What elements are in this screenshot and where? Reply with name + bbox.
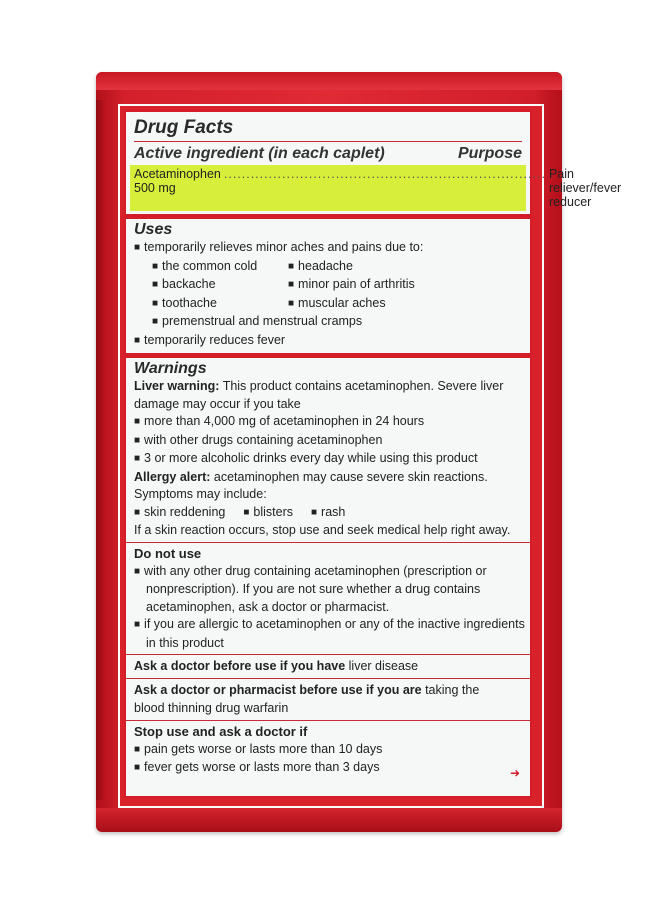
- active-ingredient-row: [130, 165, 622, 211]
- ask-pharmacist-text: taking the: [425, 683, 480, 697]
- liver-warning-label: Liver warning:: [134, 379, 220, 393]
- ask-doctor-line: [134, 657, 522, 676]
- use-item: ■ minor pain of arthritis: [288, 276, 415, 295]
- uses-section: [126, 221, 530, 350]
- liver-warning: [134, 378, 522, 396]
- ask-doctor-text: liver disease: [348, 659, 419, 673]
- use-item: ■ muscular aches: [288, 295, 386, 314]
- box-left-spine: [96, 100, 106, 800]
- liver-warning-text-2: damage may occur if you take: [134, 396, 301, 411]
- ask-pharmacist-section: [126, 681, 530, 718]
- section-divider: [126, 353, 530, 358]
- symptom-item: ■ skin reddening: [134, 504, 225, 523]
- use-item: ■ backache: [152, 276, 288, 295]
- ask-pharmacist-label: Ask a doctor or pharmacist before use if you are: [134, 683, 422, 697]
- skin-reaction-text: If a skin reaction occurs, stop use and seek medical help right away.: [134, 523, 511, 537]
- purpose-header: Purpose: [457, 145, 522, 162]
- stop-use-item: ■ pain gets worse or lasts more than 10 days: [134, 741, 522, 760]
- use-item: ■ toothache: [152, 295, 288, 314]
- use-item: ■ temporarily reduces fever: [134, 332, 522, 351]
- symptom-item: ■ blisters: [243, 504, 293, 523]
- allergy-alert-label: Allergy alert:: [134, 469, 211, 484]
- allergy-alert-text: acetaminophen may cause severe skin reactions.: [213, 469, 488, 484]
- do-not-use-item-cont: acetaminophen, ask a doctor or pharmacist.: [146, 599, 390, 614]
- liver-warning-text: This product contains acetaminophen. Severe liver: [222, 379, 504, 393]
- divider: [126, 542, 530, 543]
- uses-pair-row: [152, 276, 522, 295]
- do-not-use-item: ■ if you are allergic to acetaminophen or any of the inactive ingredients: [134, 616, 522, 635]
- continue-arrow-icon: ➜: [509, 766, 520, 780]
- uses-pair-row: [152, 295, 522, 314]
- box-top-edge: [96, 72, 562, 90]
- warnings-title: Warnings: [134, 360, 207, 377]
- box-bottom-edge: [96, 808, 562, 832]
- use-item: ■ premenstrual and menstrual cramps: [152, 313, 522, 332]
- uses-intro: ■ temporarily relieves minor aches and pains due to:: [134, 239, 522, 258]
- do-not-use-title: Do not use: [134, 545, 202, 561]
- section-divider: [126, 214, 530, 219]
- use-item: ■ headache: [288, 258, 353, 277]
- stop-use-section: [126, 723, 530, 778]
- ask-pharmacist-line: [134, 681, 522, 700]
- divider: [134, 141, 522, 142]
- symptoms-intro: Symptoms may include:: [134, 487, 267, 501]
- leader-dots: ........................................................................: [223, 167, 546, 181]
- liver-item: ■ 3 or more alcoholic drinks every day while using this product: [134, 450, 522, 469]
- drug-facts-title: Drug Facts: [134, 117, 234, 138]
- ingredient-name: Acetaminophen 500 mg: [134, 167, 221, 195]
- divider: [126, 720, 530, 721]
- ask-doctor-label: Ask a doctor before use if you have: [134, 659, 346, 673]
- liver-item: ■ with other drugs containing acetaminophen: [134, 432, 522, 451]
- drug-facts-panel: [124, 110, 622, 798]
- ingredient-purpose: Pain reliever/fever reducer: [548, 167, 622, 209]
- ask-doctor-section: [126, 657, 530, 676]
- uses-title: Uses: [134, 221, 173, 238]
- stop-use-title: Stop use and ask a doctor if: [134, 723, 308, 739]
- uses-pair-row: [152, 258, 522, 277]
- ask-pharmacist-text-2: blood thinning drug warfarin: [134, 701, 289, 715]
- do-not-use-item-cont: in this product: [146, 635, 224, 650]
- divider: [126, 654, 530, 655]
- symptom-item: ■ rash: [311, 504, 345, 523]
- use-item: ■ the common cold: [152, 258, 288, 277]
- liver-item: ■ more than 4,000 mg of acetaminophen in 24 hours: [134, 413, 522, 432]
- do-not-use-item: ■ with any other drug containing acetaminophen (prescription or: [134, 563, 522, 582]
- stop-use-item: ■ fever gets worse or lasts more than 3 days: [134, 759, 522, 778]
- drug-facts-header: [126, 112, 622, 211]
- do-not-use-item-cont: nonprescription). If you are not sure whether a drug contains: [146, 582, 481, 596]
- warnings-section: [126, 360, 530, 540]
- allergy-alert: [134, 469, 522, 487]
- divider: [126, 678, 530, 679]
- symptoms-row: [134, 504, 522, 523]
- active-ingredient-header-row: [134, 145, 522, 163]
- do-not-use-section: [126, 545, 530, 653]
- active-ingredient-header: Active ingredient (in each caplet): [134, 145, 385, 162]
